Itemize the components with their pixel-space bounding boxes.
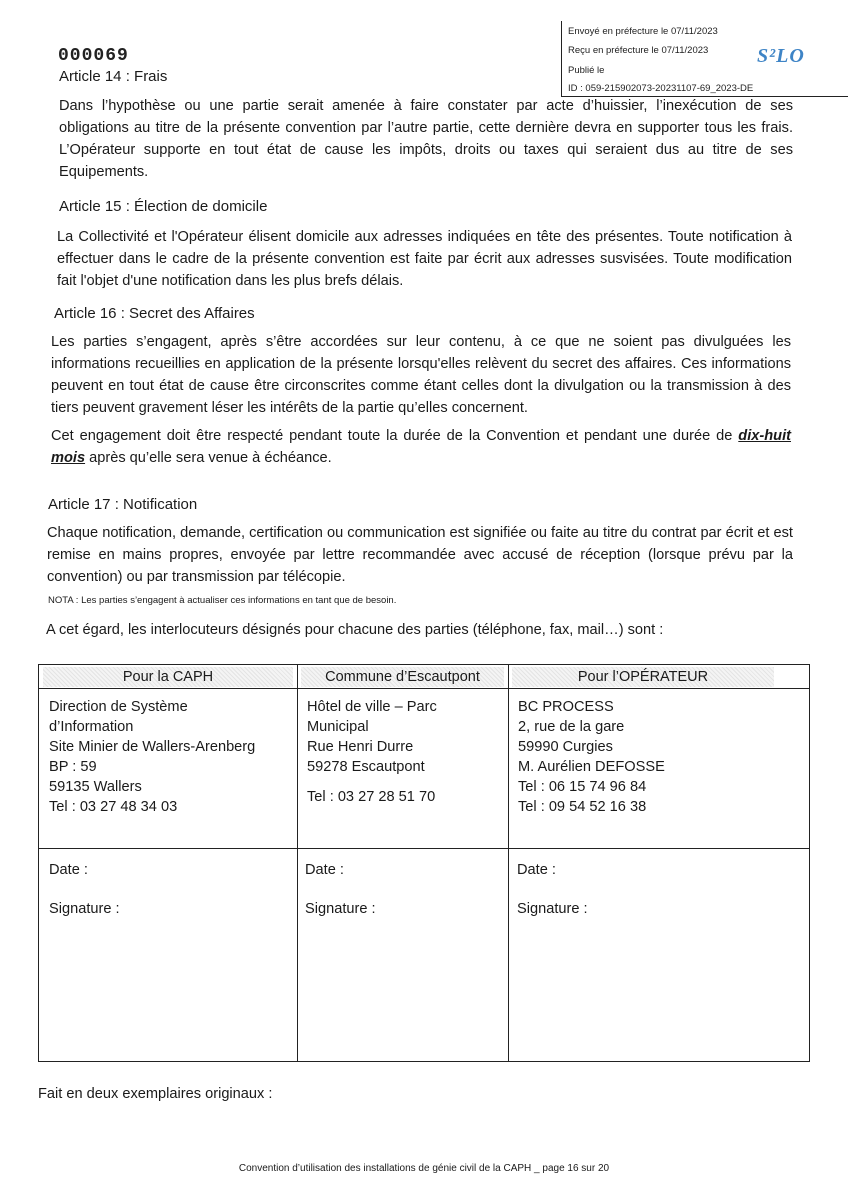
commune-contact: Hôtel de ville – Parc Municipal Rue Henri Durre 59278 Escautpont Tel : 03 27 28 51 70 — [307, 699, 437, 805]
caph-signature-label: Signature : — [49, 901, 120, 917]
article-16-text-2: Cet engagement doit être respecté pendant toute la durée de la Convention et pendant une durée de dix-huit mois après qu’elle sera venue à échéance. — [51, 428, 791, 466]
stamp-id: ID : 059-215902073-20231107-69_2023-DE — [568, 83, 754, 94]
operateur-signature-label: Signature : — [517, 901, 588, 917]
caph-contact: Direction de Système d’Information Site Minier de Wallers-Arenberg BP : 59 59135 Wallers Tel : 03 27 48 34 03 — [49, 699, 256, 815]
article-14-title: Article 14 : Frais — [59, 68, 168, 85]
article-14-text: Dans l’hypothèse ou une partie serait amenée à faire constater par acte d’huissier, l’inexécution de ses obligations au titre de la présente convention par l’autre partie, cette dernière devra en supporter tous les frais. L’Opérateur supporte en tout état de cause les impôts, droits ou taxes qui seraient dus au titre de ses Equipements. — [59, 98, 793, 180]
article-16-text-1: Les parties s’engagent, après s’être accordées sur leur contenu, à ce que ne soient pas divulguées les informations recueillies en application de la présente lorsqu'elles relèvent du secret des affaires. Ces informations peuvent en tout état de cause être circonscrites comme étant celles dont la divulgation ou la transmission à des tiers peuvent gravement léser les intérêts de la partie qu’elles concernent. — [51, 334, 791, 416]
nota-text: NOTA : Les parties s’engagent à actualiser ces informations en tant que de besoin. — [48, 595, 397, 606]
caph-date-label: Date : — [49, 862, 88, 878]
commune-signature-label: Signature : — [305, 901, 376, 917]
stamp-received: Reçu en préfecture le 07/11/2023 — [568, 45, 709, 56]
operateur-date-label: Date : — [517, 862, 556, 878]
article-15-title: Article 15 : Élection de domicile — [59, 198, 268, 215]
header-operateur: Pour l’OPÉRATEUR — [512, 667, 774, 687]
commune-date-label: Date : — [305, 862, 344, 878]
article-17-text: Chaque notification, demande, certification ou communication est signifiée ou faite au titre du contrat par écrit et est remise en mains propres, envoyée par lettre recommandée avec accusé de réception (lorsque prévu par la convention) ou par transmission par télécopie. — [47, 525, 793, 585]
header-commune: Commune d’Escautpont — [301, 667, 504, 687]
article-17-title: Article 17 : Notification — [48, 496, 198, 513]
duration-emphasis: dix-huit mois — [51, 428, 791, 466]
page-number-stamp: 000069 — [58, 46, 129, 66]
stamp-published: Publié le — [568, 65, 605, 76]
article-17-intro: A cet égard, les interlocuteurs désignés pour chacune des parties (téléphone, fax, mail…) sont : — [46, 622, 664, 638]
closing-text: Fait en deux exemplaires originaux : — [38, 1086, 273, 1102]
article-15-text: La Collectivité et l'Opérateur élisent domicile aux adresses indiquées en tête des présentes. Toute notification à effectuer dans le cadre de la présente convention est faite par écrit aux adresses susvisées. Toute modification fait l'objet d'une notification dans les plus brefs délais. — [57, 229, 792, 289]
prefecture-stamp — [561, 21, 848, 97]
article-16-title: Article 16 : Secret des Affaires — [54, 305, 255, 322]
s2lo-logo: S²LO — [757, 45, 805, 67]
stamp-sent: Envoyé en préfecture le 07/11/2023 — [568, 26, 718, 37]
page-footer: Convention d’utilisation des installations de génie civil de la CAPH _ page 16 sur 20 — [238, 1163, 610, 1174]
contacts-table — [38, 664, 810, 1062]
operateur-contact: BC PROCESS 2, rue de la gare 59990 Curgies M. Aurélien DEFOSSE Tel : 06 15 74 96 84 Tel : 09 54 52 16 38 — [518, 699, 665, 815]
header-caph: Pour la CAPH — [43, 667, 293, 687]
